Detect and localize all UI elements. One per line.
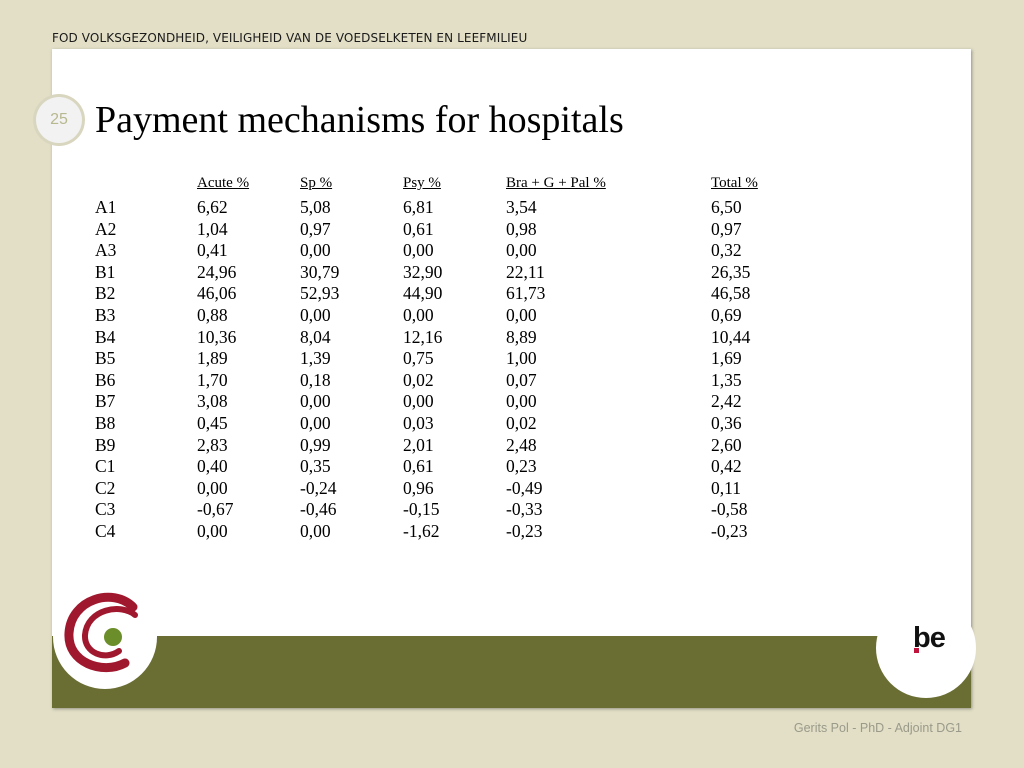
value-cell: 6,81 xyxy=(403,197,434,217)
value-cell: 0,00 xyxy=(403,240,434,261)
footer-band xyxy=(52,636,971,708)
value-cell: 2,42 xyxy=(711,391,742,412)
value-cell: 0,36 xyxy=(711,412,742,433)
row-label-cell: B3 xyxy=(95,304,116,325)
value-cell: 0,11 xyxy=(711,477,741,498)
row-label-cell: C2 xyxy=(95,477,116,498)
value-cell: 0,35 xyxy=(300,456,331,477)
value-cell: 0,07 xyxy=(506,369,537,390)
value-cell: 2,60 xyxy=(711,434,742,455)
value-cell: 0,96 xyxy=(403,477,434,498)
value-cell: 0,00 xyxy=(300,304,331,325)
table-row xyxy=(95,413,791,435)
value-cell: 10,36 xyxy=(197,326,237,347)
value-cell: 6,50 xyxy=(711,197,742,217)
value-cell: 30,79 xyxy=(300,261,340,282)
value-cell: 0,75 xyxy=(403,348,434,369)
value-cell: 0,00 xyxy=(403,391,434,412)
row-label-cell: B7 xyxy=(95,391,116,412)
row-label-cell: C1 xyxy=(95,456,116,477)
value-cell: 0,99 xyxy=(300,434,331,455)
value-cell: 61,73 xyxy=(506,283,546,304)
value-cell: 0,45 xyxy=(197,412,228,433)
value-cell: 0,02 xyxy=(506,412,537,433)
value-cell: 0,00 xyxy=(300,412,331,433)
value-cell: -0,46 xyxy=(300,499,337,520)
row-label-cell: B1 xyxy=(95,261,116,282)
value-cell: -0,23 xyxy=(506,520,543,541)
value-cell: 2,48 xyxy=(506,434,537,455)
table-row xyxy=(95,219,791,241)
value-cell: 22,11 xyxy=(506,261,545,282)
federal-swirl-logo-icon xyxy=(53,585,157,689)
value-cell: 0,02 xyxy=(403,369,434,390)
value-cell: 1,70 xyxy=(197,369,228,390)
value-cell: 1,39 xyxy=(300,348,331,369)
value-cell: 0,00 xyxy=(506,240,537,261)
page-number-badge: 25 xyxy=(36,97,82,143)
column-header: Bra + G + Pal % xyxy=(506,175,606,191)
slide-canvas xyxy=(52,49,971,708)
table-row xyxy=(95,370,791,392)
table-header-row xyxy=(95,175,791,197)
value-cell: 1,04 xyxy=(197,218,228,239)
value-cell: 5,08 xyxy=(300,197,331,217)
value-cell: 3,54 xyxy=(506,197,537,217)
value-cell: 2,83 xyxy=(197,434,228,455)
slide-title: Payment mechanisms for hospitals xyxy=(95,99,624,141)
row-label-cell: C3 xyxy=(95,499,116,520)
value-cell: 3,08 xyxy=(197,391,228,412)
row-label-cell: B8 xyxy=(95,412,116,433)
row-label-cell: B5 xyxy=(95,348,116,369)
table-row xyxy=(95,391,791,413)
value-cell: -1,62 xyxy=(403,520,440,541)
value-cell: 44,90 xyxy=(403,283,443,304)
row-label-cell: C4 xyxy=(95,520,116,541)
row-label-cell: B4 xyxy=(95,326,116,347)
table-row xyxy=(95,521,791,543)
table-row xyxy=(95,305,791,327)
value-cell: 46,58 xyxy=(711,283,751,304)
value-cell: 0,88 xyxy=(197,304,228,325)
value-cell: 0,32 xyxy=(711,240,742,261)
value-cell: 0,98 xyxy=(506,218,537,239)
column-header xyxy=(95,175,197,197)
value-cell: 0,18 xyxy=(300,369,331,390)
value-cell: 0,97 xyxy=(711,218,742,239)
value-cell: -0,67 xyxy=(197,499,234,520)
table-row xyxy=(95,197,791,219)
value-cell: 0,61 xyxy=(403,456,434,477)
value-cell: 1,35 xyxy=(711,369,742,390)
value-cell: 0,23 xyxy=(506,456,537,477)
value-cell: 8,04 xyxy=(300,326,331,347)
table-row xyxy=(95,435,791,457)
table-row xyxy=(95,240,791,262)
value-cell: 26,35 xyxy=(711,261,751,282)
column-header: Acute % xyxy=(197,175,250,191)
value-cell: 0,00 xyxy=(506,304,537,325)
value-cell: 0,00 xyxy=(300,520,331,541)
be-logo-icon: be xyxy=(913,622,945,654)
value-cell: 0,00 xyxy=(300,391,331,412)
value-cell: 2,01 xyxy=(403,434,434,455)
value-cell: 0,41 xyxy=(197,240,228,261)
footer-author: Gerits Pol - PhD - Adjoint DG1 xyxy=(793,721,962,735)
row-label-cell: A2 xyxy=(95,218,117,239)
table-row xyxy=(95,283,791,305)
value-cell: 12,16 xyxy=(403,326,443,347)
table-row xyxy=(95,478,791,500)
column-header: Sp % xyxy=(300,175,333,191)
value-cell: 32,90 xyxy=(403,261,443,282)
agency-header: FOD VOLKSGEZONDHEID, VEILIGHEID VAN DE VOEDSELKETEN EN LEEFMILIEU xyxy=(52,31,528,45)
value-cell: 0,40 xyxy=(197,456,228,477)
value-cell: -0,23 xyxy=(711,520,748,541)
column-header: Total % xyxy=(711,175,758,191)
value-cell: 0,00 xyxy=(300,240,331,261)
table-row xyxy=(95,262,791,284)
value-cell: 0,03 xyxy=(403,412,434,433)
value-cell: 46,06 xyxy=(197,283,237,304)
column-header: Psy % xyxy=(403,175,441,191)
value-cell: 24,96 xyxy=(197,261,237,282)
row-label-cell: B9 xyxy=(95,434,116,455)
value-cell: -0,58 xyxy=(711,499,748,520)
value-cell: 8,89 xyxy=(506,326,537,347)
table-row xyxy=(95,348,791,370)
row-label-cell: B2 xyxy=(95,283,116,304)
value-cell: 1,00 xyxy=(506,348,537,369)
value-cell: 10,44 xyxy=(711,326,751,347)
row-label-cell: B6 xyxy=(95,369,116,390)
row-label-cell: A3 xyxy=(95,240,117,261)
value-cell: 0,61 xyxy=(403,218,434,239)
value-cell: 0,69 xyxy=(711,304,742,325)
value-cell: -0,33 xyxy=(506,499,543,520)
value-cell: 0,42 xyxy=(711,456,742,477)
table-row xyxy=(95,456,791,478)
value-cell: 52,93 xyxy=(300,283,340,304)
value-cell: 0,00 xyxy=(197,477,228,498)
value-cell: 0,97 xyxy=(300,218,331,239)
value-cell: -0,15 xyxy=(403,499,440,520)
value-cell: -0,24 xyxy=(300,477,337,498)
value-cell: 1,69 xyxy=(711,348,742,369)
payment-table xyxy=(95,175,791,543)
table-row xyxy=(95,499,791,521)
table-row xyxy=(95,327,791,349)
value-cell: 0,00 xyxy=(506,391,537,412)
row-label-cell: A1 xyxy=(95,197,117,217)
value-cell: 0,00 xyxy=(197,520,228,541)
value-cell: 1,89 xyxy=(197,348,228,369)
value-cell: -0,49 xyxy=(506,477,543,498)
value-cell: 6,62 xyxy=(197,197,228,217)
value-cell: 0,00 xyxy=(403,304,434,325)
